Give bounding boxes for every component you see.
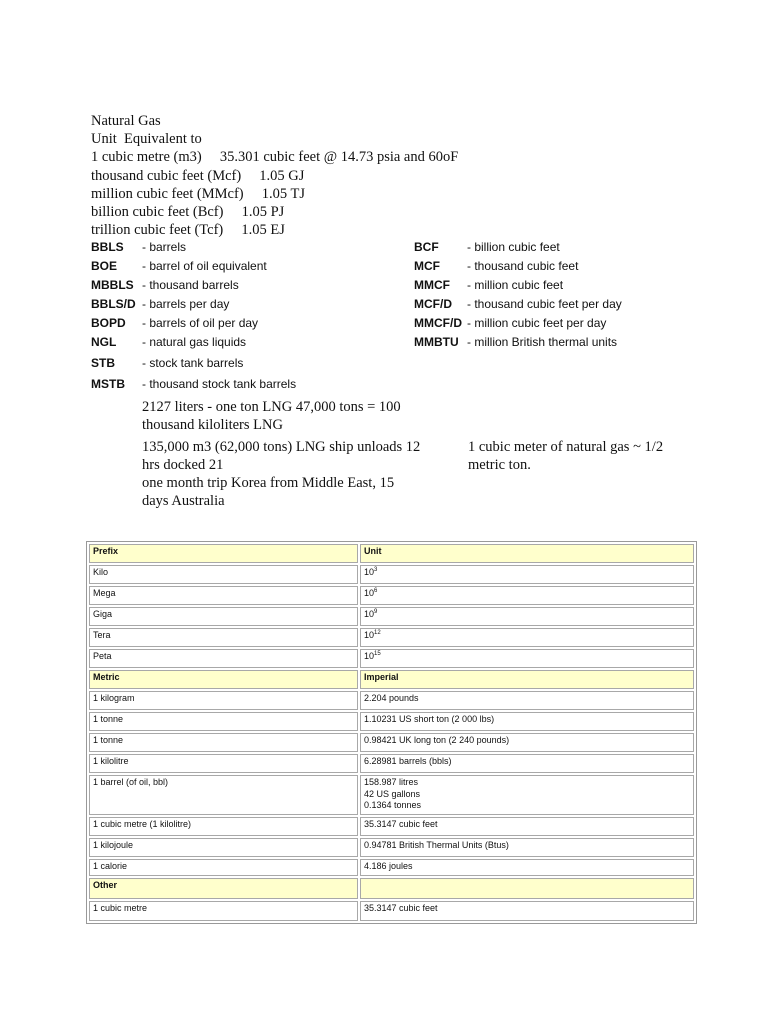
abbreviation-desc: - barrels: [142, 240, 187, 254]
abbreviation-item: [414, 278, 563, 292]
abbreviation-code: BOPD: [91, 316, 126, 330]
abbreviation-code: MCF/D: [414, 297, 452, 311]
abbreviation-item: [91, 377, 296, 391]
table-row: [89, 628, 694, 647]
abbreviation-code: MMCF/D: [414, 316, 462, 330]
unit-header-line: Unit Equivalent to: [91, 131, 202, 148]
power-base: 10: [364, 567, 375, 577]
abbreviation-desc: - million cubic feet per day: [467, 316, 607, 330]
page-title: Natural Gas: [91, 113, 161, 129]
table-row: [89, 691, 694, 710]
power-exponent: 9: [374, 609, 378, 615]
abbreviation-item: [91, 278, 239, 292]
table-cell: 2.204 pounds: [360, 691, 694, 710]
table-cell: Kilo: [89, 565, 358, 584]
table-cell: 35.3147 cubic feet: [360, 901, 694, 921]
table-row: [89, 901, 694, 921]
power-exponent: 3: [374, 567, 378, 573]
abbreviation-code: BBLS: [91, 240, 124, 254]
lng-note: one month trip Korea from Middle East, 15 days Australia: [142, 475, 395, 510]
power-base: 10: [364, 630, 375, 640]
table-header-cell: Unit: [360, 544, 694, 563]
abbreviation-desc: - thousand stock tank barrels: [142, 377, 297, 391]
abbreviation-code: MCF: [414, 259, 440, 273]
conversion-line: trillion cubic feet (Tcf) 1.05 EJ: [91, 222, 285, 239]
table-cell: [360, 607, 694, 626]
table-row: [89, 565, 694, 584]
conversion-line: billion cubic feet (Bcf) 1.05 PJ: [91, 204, 285, 221]
abbreviation-code: NGL: [91, 335, 117, 349]
table-cell: [360, 565, 694, 584]
table-cell: 1 kilogram: [89, 691, 358, 710]
table-cell: 35.3147 cubic feet: [360, 817, 694, 836]
table-cell: Mega: [89, 586, 358, 605]
table-cell: 1 kilojoule: [89, 838, 358, 857]
table-cell: Peta: [89, 649, 358, 668]
table-header-cell: Other: [89, 878, 358, 899]
abbreviation-code: MSTB: [91, 377, 125, 391]
table-row: [89, 859, 694, 876]
table-cell: [360, 628, 694, 647]
abbreviation-code: BBLS/D: [91, 297, 136, 311]
table-header-row: [89, 544, 694, 563]
table-cell: 1 cubic metre: [89, 901, 358, 921]
table-header-cell: [360, 878, 694, 899]
table-row: [89, 754, 694, 773]
conversion-line: 1 cubic metre (m3) 35.301 cubic feet @ 14.73 psia and 60oF: [91, 149, 459, 166]
table-cell: [360, 775, 694, 815]
abbreviation-item: [414, 297, 622, 311]
abbreviation-item: [91, 356, 243, 370]
abbreviation-desc: - thousand cubic feet: [467, 259, 579, 273]
abbreviation-item: [91, 335, 246, 349]
abbreviation-item: [91, 316, 258, 330]
abbreviation-desc: - barrels per day: [142, 297, 230, 311]
power-exponent: 6: [374, 588, 378, 594]
abbreviation-code: MBBLS: [91, 278, 134, 292]
table-row: [89, 649, 694, 668]
abbreviation-desc: - natural gas liquids: [142, 335, 247, 349]
abbreviation-desc: - billion cubic feet: [467, 240, 560, 254]
table-header-cell: Imperial: [360, 670, 694, 689]
abbreviation-desc: - stock tank barrels: [142, 356, 244, 370]
abbreviation-item: [91, 297, 229, 311]
table-row: [89, 586, 694, 605]
abbreviation-code: BCF: [414, 240, 439, 254]
power-exponent: 12: [374, 630, 381, 636]
abbreviation-item: [414, 240, 560, 254]
table-cell: 1 calorie: [89, 859, 358, 876]
conversion-line: thousand cubic feet (Mcf) 1.05 GJ: [91, 167, 305, 184]
barrel-equivalent: 42 US gallons: [364, 788, 421, 799]
natural-gas-header: [91, 112, 458, 239]
abbreviation-item: [414, 316, 606, 330]
abbreviation-desc: - million cubic feet: [467, 278, 564, 292]
table-header-row: [89, 670, 694, 689]
abbreviation-item: [414, 335, 617, 349]
unit-conversion-table: [86, 541, 697, 924]
abbreviation-code: STB: [91, 356, 115, 370]
abbreviation-code: MMCF: [414, 278, 450, 292]
power-base: 10: [364, 651, 375, 661]
table-cell: 1 tonne: [89, 733, 358, 752]
abbreviation-desc: - thousand cubic feet per day: [467, 297, 622, 311]
table-row: [89, 607, 694, 626]
abbreviation-desc: - million British thermal units: [467, 335, 618, 349]
conversion-line: million cubic feet (MMcf) 1.05 TJ: [91, 185, 305, 202]
power-base: 10: [364, 609, 375, 619]
table-cell: 4.186 joules: [360, 859, 694, 876]
table-cell: 1 cubic metre (1 kilolitre): [89, 817, 358, 836]
abbreviation-desc: - thousand barrels: [142, 278, 239, 292]
table-cell: 1 barrel (of oil, bbl): [89, 775, 358, 815]
table-cell: [360, 649, 694, 668]
table-row: [89, 712, 694, 731]
abbreviation-item: [91, 240, 186, 254]
table-cell: 6.28981 barrels (bbls): [360, 754, 694, 773]
table-row: [89, 838, 694, 857]
power-exponent: 15: [374, 651, 381, 657]
gas-weight-note: 1 cubic meter of natural gas ~ 1/2 metric ton.: [468, 439, 664, 474]
table-row: [89, 817, 694, 836]
table-cell: Giga: [89, 607, 358, 626]
table-cell: 1 kilolitre: [89, 754, 358, 773]
table-cell: 0.98421 UK long ton (2 240 pounds): [360, 733, 694, 752]
abbreviation-item: [91, 259, 267, 273]
table-cell: 1.10231 US short ton (2 000 lbs): [360, 712, 694, 731]
table-cell: 1 tonne: [89, 712, 358, 731]
table-row: [89, 733, 694, 752]
table-cell: 0.94781 British Thermal Units (Btus): [360, 838, 694, 857]
lng-note: 135,000 m3 (62,000 tons) LNG ship unloads 12 hrs docked 21: [142, 439, 421, 474]
abbreviation-code: BOE: [91, 259, 118, 273]
table-header-cell: Prefix: [89, 544, 358, 563]
table-cell: Tera: [89, 628, 358, 647]
abbreviation-desc: - barrel of oil equivalent: [142, 259, 267, 273]
table-row: [89, 775, 694, 815]
abbreviation-desc: - barrels of oil per day: [142, 316, 259, 330]
table-header-cell: Metric: [89, 670, 358, 689]
abbreviation-item: [414, 259, 578, 273]
abbreviation-code: MMBTU: [414, 335, 459, 349]
table-cell: [360, 586, 694, 605]
lng-note: 2127 liters - one ton LNG 47,000 tons = 100 thousand kiloliters LNG: [142, 399, 401, 434]
table-header-row: [89, 878, 694, 899]
power-base: 10: [364, 588, 375, 598]
barrel-equivalent: 0.1364 tonnes: [364, 800, 422, 810]
barrel-equivalent: 158.987 litres: [364, 777, 419, 787]
